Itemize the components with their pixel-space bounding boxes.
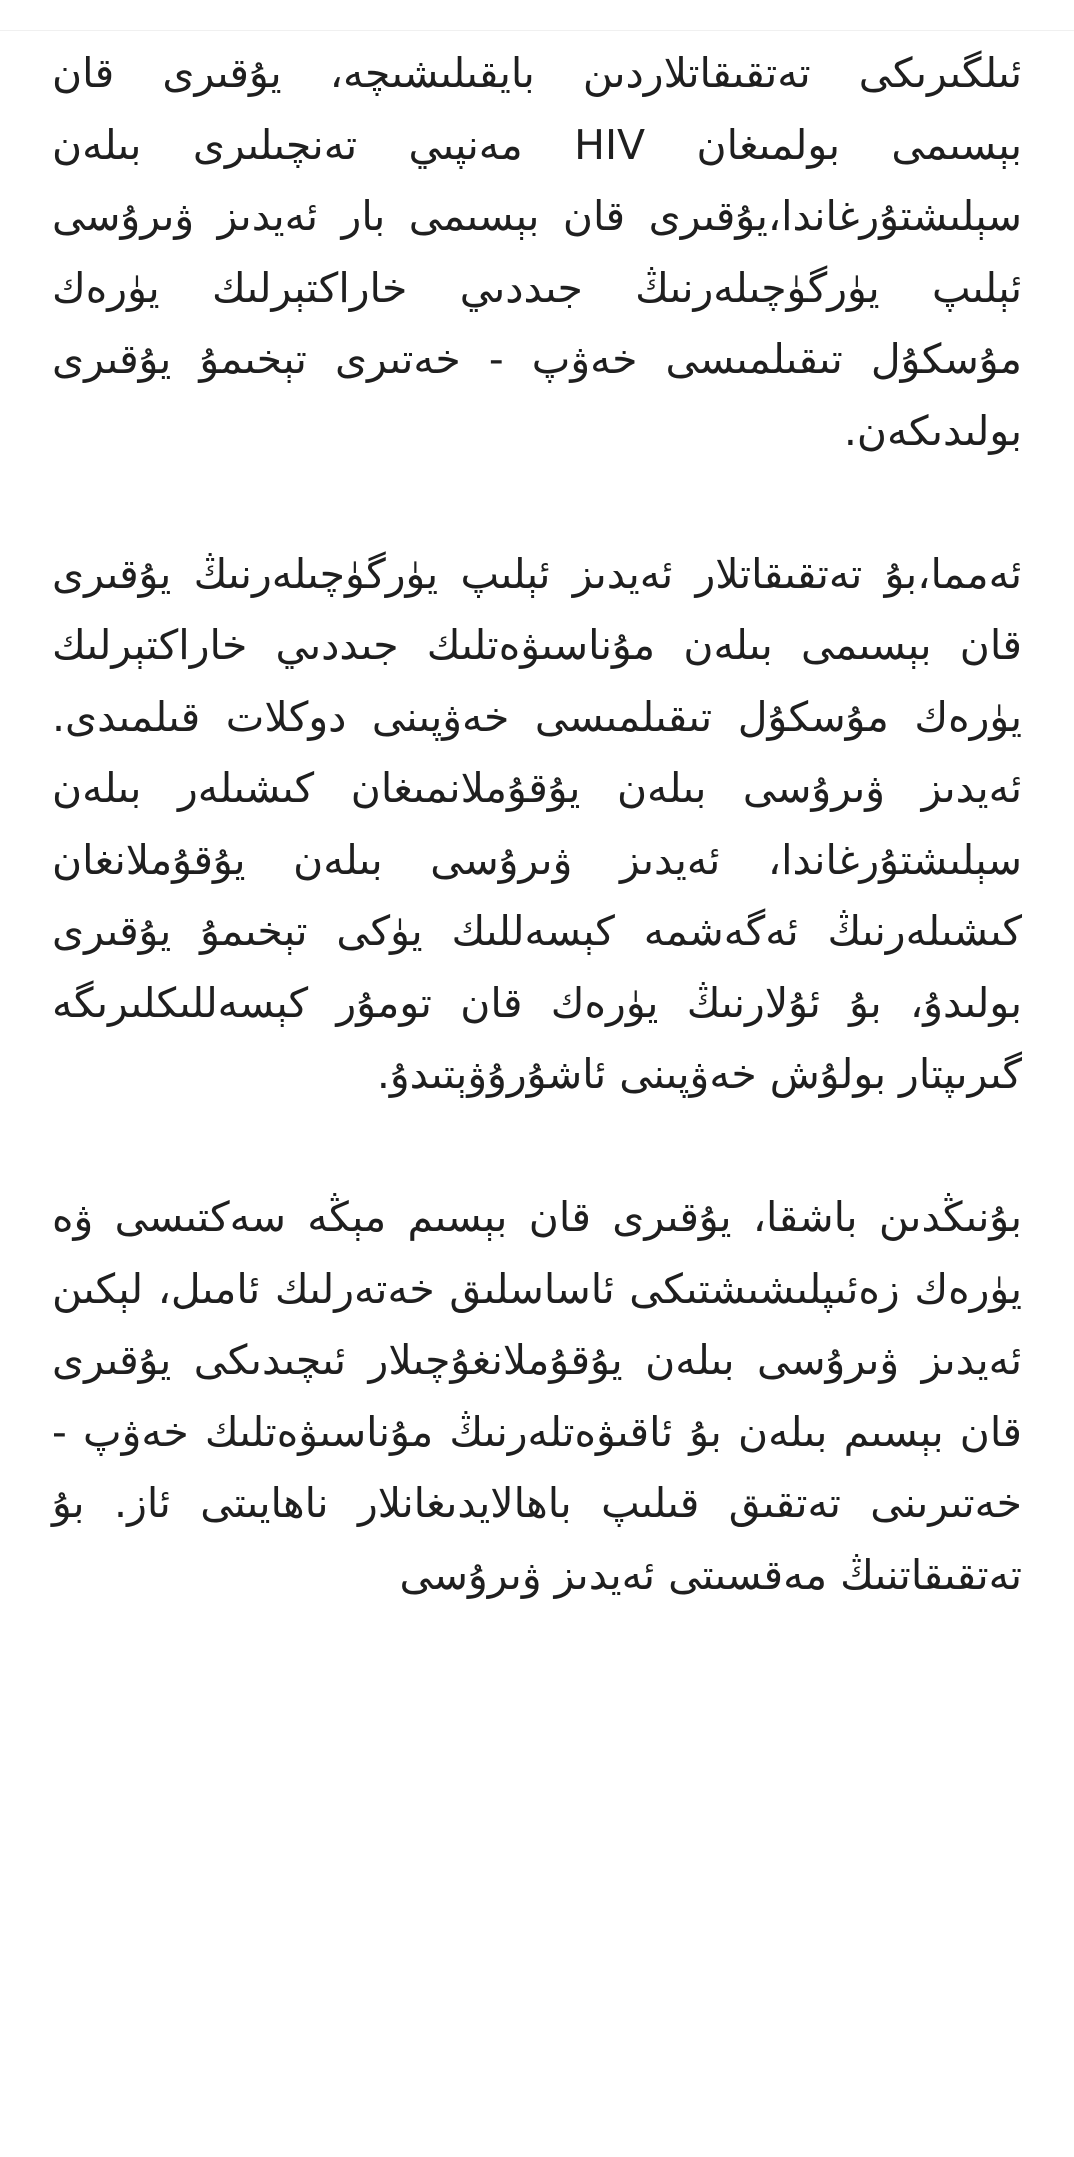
- article-paragraph-1: ئىلگىرىكى تەتقىقاتلاردىن بايقىلىشىچە، يۇقىرى قان بېسىمى بولمىغان HIV مەنپىي تەنچىلىرى بىلەن سېلىشتۇرغاندا،يۇقىرى قان بېسىمى بار ئەيدىز ۋىرۇسى ئېلىپ يۈرگۈچىلەرنىڭ جىددىي خاراكتېرلىك يۈرەك مۇسكۇل تىقىلمىسى خەۋپ - خەتىرى تېخىمۇ يۇقىرى بولىدىكەن.: [52, 49, 1022, 455]
- article-body: [52, 38, 1022, 1611]
- article-paragraph-3: بۇنىڭدىن باشقا، يۇقىرى قان بېسىم مېڭە سەكتىسى ۋە يۈرەك زەئىپلىشىشتىكى ئاساسلىق خەتەرلىك ئامىل، لېكىن ئەيدىز ۋىرۇسى بىلەن يۇقۇملانغۇچىلار ئىچىدىكى يۇقىرى قان بېسىم بىلەن بۇ ئاقىۋەتلەرنىڭ مۇناسىۋەتلىك خەۋپ - خەتىرىنى تەتقىق قىلىپ باھالايدىغانلار ناھايىتى ئاز. بۇ تەتقىقاتنىڭ مەقسىتى ئەيدىز ۋىرۇسى: [52, 1193, 1022, 1599]
- top-divider: [0, 30, 1074, 31]
- article-paragraph-2: ئەمما،بۇ تەتقىقاتلار ئەيدىز ئېلىپ يۈرگۈچىلەرنىڭ يۇقىرى قان بېسىمى بىلەن مۇناسىۋەتلىك جىددىي خاراكتېرلىك يۈرەك مۇسكۇل تىقىلمىسى خەۋپىنى دوكلات قىلمىدى. ئەيدىز ۋىرۇسى بىلەن يۇقۇملانمىغان كىشىلەر بىلەن سېلىشتۇرغاندا، ئەيدىز ۋىرۇسى بىلەن يۇقۇملانغان كىشىلەرنىڭ ئەگەشمە كېسەللىك يۈكى تېخىمۇ يۇقىرى بولىدۇ، بۇ ئۇلارنىڭ يۈرەك قان تومۇر كېسەللىكلىرىگە گىرىپتار بولۇش خەۋپىنى ئاشۇرۇۋېتىدۇ.: [52, 549, 1022, 1098]
